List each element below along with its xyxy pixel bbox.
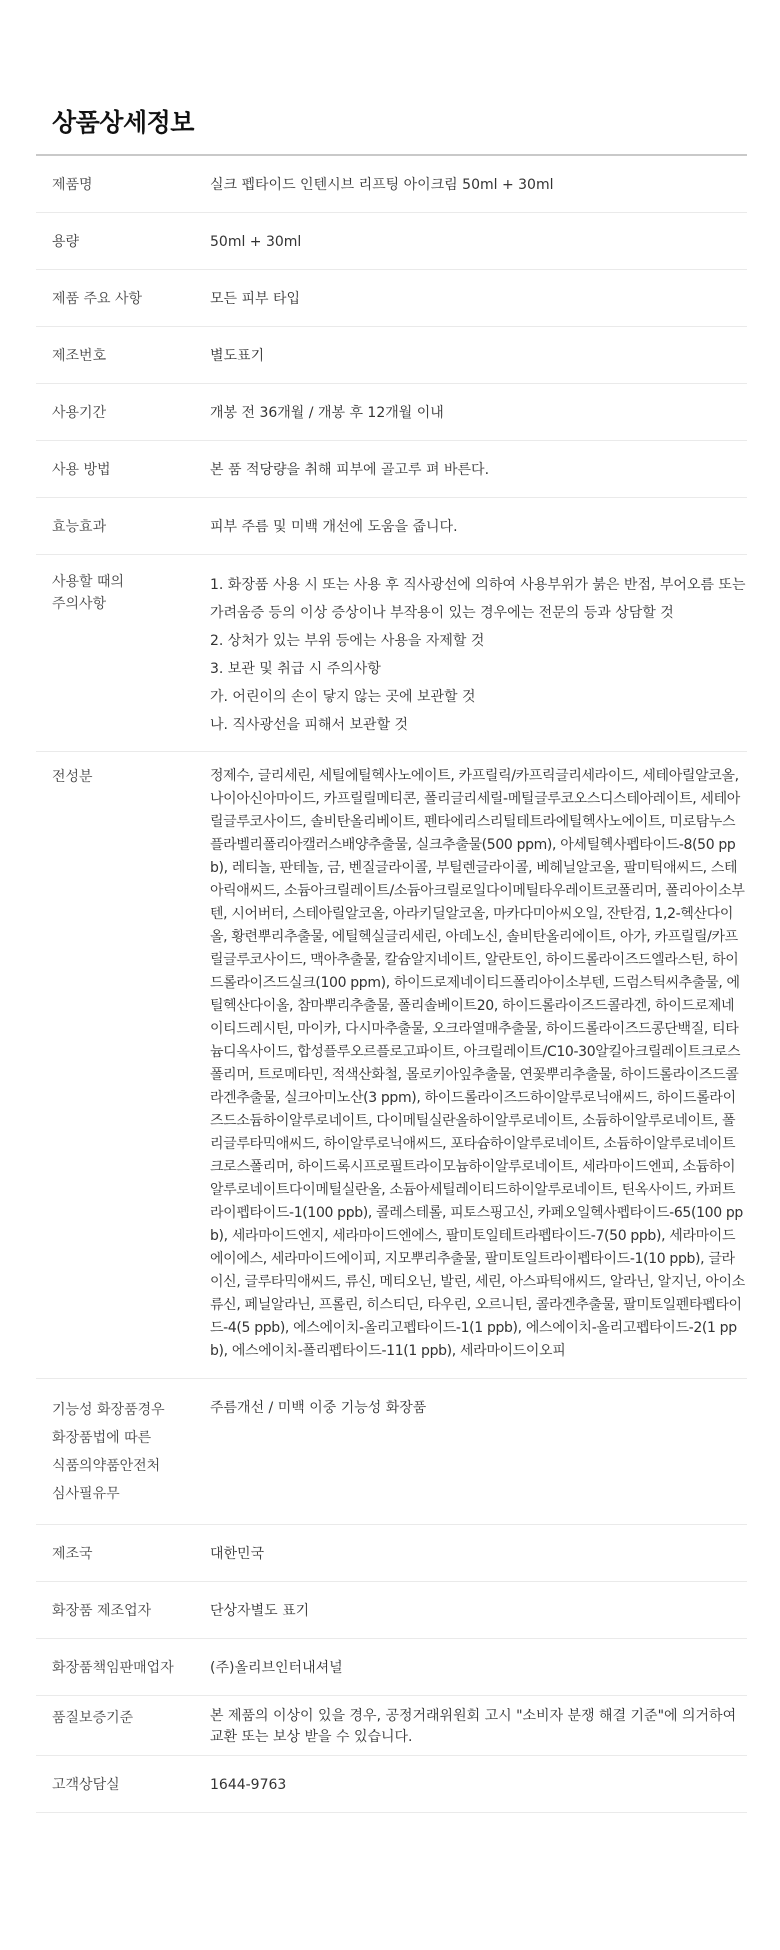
info-row-label: 용량 bbox=[52, 234, 80, 250]
info-row-value-line: 정제수, 글리세린, 세틸에틸헥사노에이트, 카프릴릭/카프릭글리세라이드, 세테아릴알코올, 나이아신아마이드, 카프릴릴메티콘, 폴리글리세릴-메틸글루코오스디스테아레이트, 세테아릴글루코사이드, 솔비탄올리베이트, 펜타에리스리틸테트라에틸헥사노에이트, 미로탐누스 플라벨리폴리아캘러스배양추출물, 실크추출물(500 ppm), 아세틸헥사펩타이드-8(50 ppb), 레티놀, 판테놀, 금, 벤질글라이콜, 부틸렌글라이콜, 베헤닐알코올, 팔미틱애씨드, 스테아릭애씨드, 소듐아크릴레이트/소듐아크릴로일다이메틸타우레이트코폴리머, 폴리아이소부텐, 시어버터, 스테아릴알코올, 아라키딜알코올, 마카다미아씨오일, 잔탄검, 1,2-헥산다이올, 황련뿌리추출물, 에틸헥실글리세린, 아데노신, 솔비탄올리에이트, 아가, 카프릴릴/카프릴글루코사이드, 맥아추출물, 칼슘알지네이트, 알란토인, 하이드롤라이즈드엘라스틴, 하이드롤라이즈드실크(100 ppm), 하이드로제네이티드폴리아이소부텐, 드럼스틱씨추출물, 에틸헥산다이올, 참마뿌리추출물, 폴리솔베이트20, 하이드롤라이즈드콜라겐, 하이드로제네이티드레시틴, 마이카, 다시마추출물, 오크라열매추출물, 하이드롤라이즈드콩단백질, 티타늄디옥사이드, 합성플루오르플로고파이트, 아크릴레이트/C10-30알킬아크릴레이트크로스폴리머, 트로메타민, 적색산화철, 몰로키아잎추출물, 연꽃뿌리추출물, 하이드롤라이즈드콜라겐추출물, 실크아미노산(3 ppm), 하이드롤라이즈드하이알루로닉애씨드, 하이드롤라이즈드소듐하이알루로네이트, 다이메틸실란올하이알루로네이트, 소듐하이알루로네이트, 폴리글루타믹애씨드, 하이알루로닉애씨드, 포타슘하이알루로네이트, 소듐하이알루로네이트크로스폴리머, 하이드록시프로필트라이모늄하이알루로네이트, 세라마이드엔피, 소듐하이알루로네이트다이메틸실란올, 소듐아세틸레이티드하이알루로네이트, 틴옥사이드, 카퍼트라이펩타이드-1(100 ppb), 콜레스테롤, 피토스핑고신, 카페오일헥사펩타이드-65(100 ppb), 세라마이드엔지, 세라마이드엔에스, 팔미토일테트라펩타이드-7(50 ppb), 세라마이드에이에스, 세라마이드에이피, 지모뿌리추출물, 팔미토일트라이펩타이드-1(10 ppb), 글라이신, 글루타믹애씨드, 류신, 메티오닌, 발린, 세린, 아스파틱애씨드, 알라닌, 알지닌, 아이소류신, 페닐알라닌, 프롤린, 히스티딘, 타우린, 오르니틴, 콜라겐추출물, 팔미토일펜타펩타이드-4(5 ppb), 에스에이치-올리고펩타이드-1(1 ppb), 에스에이치-올리고펩타이드-2(1 ppb), 에스에이치-폴리펩타이드-11(1 ppb), 세라마이드이오피 bbox=[210, 768, 745, 1359]
info-row-value-line: (주)올리브인터내셔널 bbox=[210, 1660, 343, 1676]
info-row-value-line: 주름개선 / 미백 이중 기능성 화장품 bbox=[210, 1400, 427, 1416]
info-row bbox=[36, 1525, 747, 1582]
info-row bbox=[36, 441, 747, 498]
info-row-label: 기능성 화장품경우 화장품법에 따른 식품의약품안전처 심사필유무 bbox=[52, 1402, 165, 1502]
info-row bbox=[36, 213, 747, 270]
info-row bbox=[36, 752, 747, 1379]
info-row bbox=[36, 1379, 747, 1525]
info-row bbox=[36, 1639, 747, 1696]
info-row-label: 품질보증기준 bbox=[52, 1710, 134, 1726]
info-row bbox=[36, 156, 747, 213]
info-row-value-line: 50ml + 30ml bbox=[210, 234, 302, 250]
info-row-value bbox=[210, 515, 747, 554]
info-row-value-line: 2. 상처가 있는 부위 등에는 사용을 자제할 것 bbox=[210, 633, 485, 649]
info-row-label: 화장품책임판매업자 bbox=[52, 1660, 174, 1676]
page-title: 상품상세정보 bbox=[52, 108, 194, 137]
info-row-value bbox=[210, 1396, 747, 1524]
info-row-value-line: 본 품 적당량을 취해 피부에 골고루 펴 바른다. bbox=[210, 462, 490, 478]
info-row-label: 사용 방법 bbox=[52, 462, 111, 478]
info-row-label: 제품명 bbox=[52, 177, 93, 193]
info-row-label: 화장품 제조업자 bbox=[52, 1603, 152, 1619]
product-info-table bbox=[36, 156, 747, 1813]
info-row-value-line: 모든 피부 타입 bbox=[210, 291, 301, 307]
info-row-value-line: 가. 어린이의 손이 닿지 않는 곳에 보관할 것 bbox=[210, 689, 476, 705]
info-row-value-line: 1644-9763 bbox=[210, 1777, 287, 1793]
info-row-label: 사용기간 bbox=[52, 405, 107, 421]
info-row bbox=[36, 1696, 747, 1756]
info-row-value bbox=[210, 1542, 747, 1581]
info-row-value bbox=[210, 458, 747, 497]
info-row-label: 제품 주요 사항 bbox=[52, 291, 143, 307]
info-row-label: 고객상담실 bbox=[52, 1777, 120, 1793]
info-row-value bbox=[210, 344, 747, 383]
info-row-value bbox=[210, 401, 747, 440]
info-row-value-line: 본 제품의 이상이 있을 경우, 공정거래위원회 고시 "소비자 분쟁 해결 기준"에 의거하여 교환 또는 보상 받을 수 있습니다. bbox=[210, 1708, 737, 1745]
info-row-value-line: 별도표기 bbox=[210, 348, 265, 364]
info-row bbox=[36, 1756, 747, 1813]
info-row-label: 효능효과 bbox=[52, 519, 107, 535]
info-row-value-line: 1. 화장품 사용 시 또는 사용 후 직사광선에 의하여 사용부위가 붉은 반점, 부어오름 또는 가려움증 등의 이상 증상이나 부작용이 있는 경우에는 전문의 등과 상담할 것 bbox=[210, 577, 746, 621]
info-row bbox=[36, 327, 747, 384]
info-row-value bbox=[210, 765, 747, 1378]
info-row bbox=[36, 270, 747, 327]
info-row-label: 전성분 bbox=[52, 769, 93, 785]
info-row bbox=[36, 1582, 747, 1639]
info-row-value-line: 3. 보관 및 취급 시 주의사항 bbox=[210, 661, 381, 677]
info-row bbox=[36, 555, 747, 752]
info-row-value bbox=[210, 1599, 747, 1638]
info-row-value bbox=[210, 571, 747, 751]
info-row bbox=[36, 498, 747, 555]
info-row-value-line: 실크 펩타이드 인텐시브 리프팅 아이크림 50ml + 30ml bbox=[210, 177, 554, 193]
info-row-value-line: 나. 직사광선을 피해서 보관할 것 bbox=[210, 717, 409, 733]
info-row-value bbox=[210, 1656, 747, 1695]
info-row-value bbox=[210, 1706, 747, 1755]
info-row-label: 사용할 때의 주의사항 bbox=[52, 574, 125, 612]
info-row-value bbox=[210, 287, 747, 326]
info-row bbox=[36, 384, 747, 441]
info-row-label: 제조국 bbox=[52, 1546, 93, 1562]
info-row-value bbox=[210, 1773, 747, 1812]
info-row-value-line: 피부 주름 및 미백 개선에 도움을 줍니다. bbox=[210, 519, 458, 535]
info-row-value bbox=[210, 230, 747, 269]
info-row-value bbox=[210, 173, 747, 212]
info-row-label: 제조번호 bbox=[52, 348, 107, 364]
info-row-value-line: 단상자별도 표기 bbox=[210, 1603, 310, 1619]
info-row-value-line: 대한민국 bbox=[210, 1546, 265, 1562]
info-row-value-line: 개봉 전 36개월 / 개봉 후 12개월 이내 bbox=[210, 405, 444, 421]
